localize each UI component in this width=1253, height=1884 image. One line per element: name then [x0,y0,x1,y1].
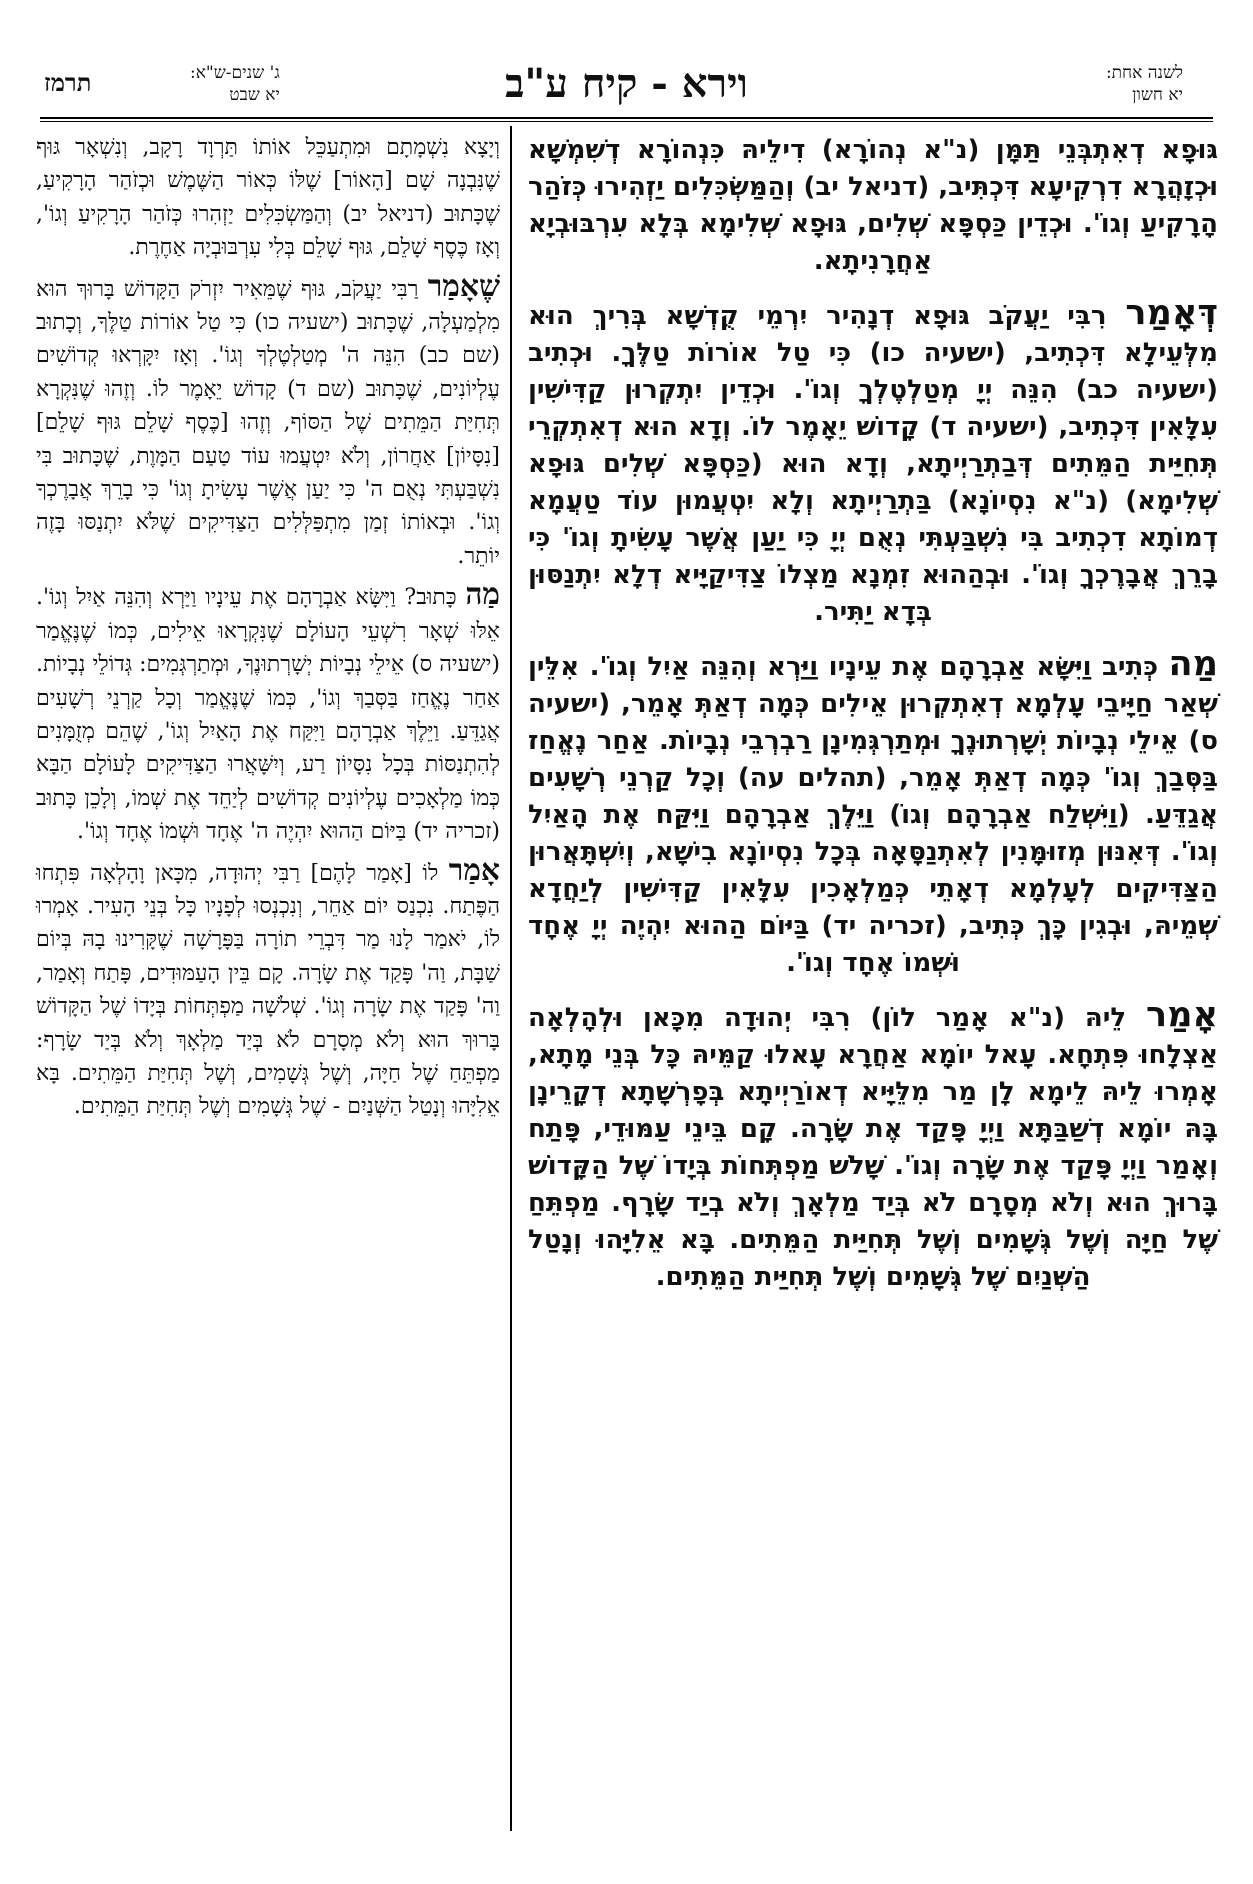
translation-paragraph [36,854,500,1124]
header-rule-thin [40,121,1213,122]
page-title: וירא - קיח ע"ב [505,60,748,107]
paragraph-lead-word: מַה [1168,643,1218,684]
one-year-label: לשנה אחת: [1105,63,1183,83]
page-number: תרמז [44,68,92,97]
paragraph-text: לֵיהּ (נ"א אָמַר לוֹן) רִבִּי יְהוּדָה מִכָּאן וּלְהָלְאָה אַצְלָחוּ פִּתְחָא. עָאל יוֹמָא אַחֲרָא עָאלוּ קַמֵּיהּ כָּל בְּנֵי מָתָא, אָמְרוּ לֵיהּ לֵימָא לָן מַר מִלֵּיָּיא דְאוֹרַיְיתָא בְּפָרְשָׁתָא דְקָרֵינָן בָּהּ יוֹמָא דְשַׁבַּתָּא וַיְיָ פָּקַד אֶת שָׂרָה. קָם בֵּינֵי עַמּוּדֵי, פָּתַח וְאָמַר וַיְיָ פָּקַד אֶת שָׂרָה וְגוֹ'. שָׁלֹשׁ מַפְתְּחוֹת בְּיָדוֹ שֶׁל הַקָּדוֹשׁ בָּרוּךְ הוּא וְלֹא מְסָרָם לֹא בְּיַד מַלְאָךְ וְלֹא בְיַד שָׂרָף. מַפְתֵּחַ שֶׁל חַיָּה וְשֶׁל גְּשָׁמִים וְשֶׁל תְּחִיַּית הַמֵּתִים. בָּא אֵלִיָּהוּ וְנָטַל הַשְּׁנַיִם שֶׁל גְּשָׁמִים וְשֶׁל תְּחִיַּית הַמֵּתִים. [528,1003,1218,1292]
aramaic-paragraph [528,996,1218,1296]
paragraph-lead-word: מַה [465,577,500,613]
page-header [40,60,1213,116]
header-rule [40,117,1213,119]
paragraph-lead-word: דְּאָמַר [1125,292,1218,333]
three-year-label: ג' שנים-ש"א: [190,63,280,83]
paragraph-text: רַבִּי יַעֲקֹב, גּוּף שֶׁמֵּאִיר יִזְרֹק הַקָּדוֹשׁ בָּרוּךְ הוּא מִלְמַעְלָה, שֶׁכָּתוּב (ישעיה כו) כִּי טַל אוֹרוֹת טַלֶּךָ, וְכָתוּב (שם כב) הִנֵּה ה' מְטַלְטֶלְךָ וְגוֹ'. וְאָז יִקָּרְאוּ קְדוֹשִׁים עֶלְיוֹנִים, שֶׁכָּתוּב (שם ד) קָדוֹשׁ יֵאָמֶר לוֹ. וְזֶהוּ שֶׁנִּקְרָא תְּחִיַּת הַמֵּתִים שֶׁל הַסּוֹף, וְזֶהוּ [כֶּסֶף שָׁלֵם גּוּף שָׁלֵם] [נִסָּיוֹן] אַחֲרוֹן, וְלֹא יִטְעֲמוּ עוֹד טַעַם הַמָּוֶת, שֶׁכָּתוּב בִּי נִשְׁבַּעְתִּי נְאֻם ה' כִּי יַעַן אֲשֶׁר עָשִׂיתָ וְגוֹ' כִּי בָרֵךְ אֲבָרֶכְךָ וְגוֹ'. וּבְאוֹתוֹ זְמַן מִתְפַּלְּלִים הַצַּדִּיקִים שֶׁלֹּא יִתְנַסּוּ בָּזֶה יוֹתֵר. [36,276,500,569]
study-schedule-three-year [190,62,280,106]
paragraph-text: גּוּפָא דְאִתְבְּנֵי תַּמָּן (נ"א נְהוֹרָא) דִילֵיהּ כִּנְהוֹרָא דְשִׁמְשָׁא וּכְזָהֲרָא דִרְקִיעָא דִּכְתִּיב, (דניאל יב) וְהַמַּשְׂכִּלִים יַזְהִירוּ כְּזֹהַר הָרָקִיעַ וְגוֹ'. וּכְדֵין כַּסְפָּא שְׁלִים, גּוּפָא שְׁלִימָא בְּלָא עִרְבּוּבְיָא אַחֲרָנִיתָא. [528,135,1218,276]
column-divider [510,126,512,1831]
paragraph-text: כָּתוּב? וַיִּשָּׂא אַבְרָהָם אֶת עֵינָיו וַיַּרְא וְהִנֵּה אַיִל וְגוֹ'. אֵלּוּ שְׁאָר רִשְׁעֵי הָעוֹלָם שֶׁנִּקְרָאוּ אֵילִים, כְּמוֹ שֶׁנֶּאֱמַר (ישעיה ס) אֵילֵי נְבָיוֹת יְשָׁרְתוּנֶךָ, וּמְתַרְגְּמִים: גְּדוֹלֵי נְבָיוֹת. אַחַר נֶאֱחַז בַּסְּבַךְ וְגוֹ', כְּמוֹ שֶׁנֶּאֱמַר וְכָל קַרְנֵי רְשָׁעִים אֲגַדֵּעַ. וַיֵּלֶךְ אַבְרָהָם וַיִּקַּח אֶת הָאַיִל וְגוֹ', שֶׁהֵם מְזֻמָּנִים לְהִתְנַסּוֹת בְּכָל נִסָּיוֹן רַע, וְיִשָּׁאֲרוּ הַצַּדִּיקִים לָעוֹלָם הַבָּא כְּמוֹ מַלְאָכִים עֶלְיוֹנִים קְדוֹשִׁים לְיַחֵד אֶת שְׁמוֹ, וְלָכֵן כָּתוּב (זכריה יד) בַּיּוֹם הַהוּא יִהְיֶה ה' אֶחָד וּשְׁמוֹ אֶחָד וְגוֹ'. [36,585,500,845]
three-year-date: יא שבט [229,85,280,105]
paragraph-lead-word: אָמַר [1145,994,1218,1035]
aramaic-column [528,128,1218,1310]
paragraph-text: רִבִּי יַעֲקֹב גּוּפָא דְנָהִיר יִרְמֵי קֻדְשָׁא בְּרִיךְ הוּא מִלְּעֵילָא דִּכְתִיב, (ישעיה כו) כִּי טַל אוֹרוֹת טַלֶּךָ. וּכְתִיב (ישעיה כב) הִנֵּה יְיָ מְטַלְטֶלְךָ וְגוֹ'. וּכְדֵין יִתְקְרוּן קַדִּישִׁין עִלָּאִין דִּכְתִיב, (ישעיה ד) קָדוֹשׁ יֵאָמֶר לוֹ. וְדָא הוּא דְאִתְקְרֵי תְּחִיַּית הַמֵּתִים דְּבַתְרַיְיתָא, וְדָא הוּא (כַּסְפָּא שְׁלִים גּוּפָא שְׁלִימָא) (נ"א נִסְיוֹנָא) בַּתְרַיְיתָא וְלָא יִטְעֲמוּן עוֹד טַעֲמָא דְמוֹתָא דִכְתִיב בִּי נִשְׁבַּעְתִּי נְאֻם יְיָ כִּי יַעַן אֲשֶׁר עָשִׂיתָ וְגוֹ' כִּי בָרֵךְ אֲבָרֶכְךָ וְגוֹ'. וּבְהַהוּא זִמְנָא מַצְלוֹ צַדִּיקַיָּיא דְלָא יִתְנַסּוּן בְּדָא יַתִּיר. [528,301,1218,627]
aramaic-paragraph [528,128,1218,280]
paragraph-text: וְיָצָא נִשְׁמָתָם וּמִתְעַכֵּל אוֹתוֹ תַּרְוָד רָקָב, וְנִשְׁאָר גּוּף שֶׁנִּבְנָה שָׁם [הָאוֹר] שֶׁלּוֹ כְּאוֹר הַשֶּׁמֶשׁ וּכְזֹהַר הָרָקִיעַ, שֶׁכָּתוּב (דניאל יב) וְהַמַּשְׂכִּלִים יַזְהִרוּ כְּזֹהַר הָרָקִיעַ וְגוֹ', וְאָז כֶּסֶף שָׁלֵם, גּוּף שָׁלֵם בְּלִי עִרְבּוּבְיָה אַחֶרֶת. [36,135,500,261]
paragraph-text: כְּתִיב וַיִּשָּׂא אַבְרָהָם אֶת עֵינָיו וַיַּרְא וְהִנֵּה אַיִל וְגוֹ'. אִלֵּין שְׁאַר חַיָּיבֵי עָלְמָא דְאִתְקְרוּן אֵילִים כְּמָה דְאַתְּ אָמֵר, (ישעיה ס) אֵילֵי נְבָיוֹת יְשָׁרְתוּנֶךָ וּמְתַרְגְּמִינָן רַבְרְבֵי נְבָיוֹת. אַחַר נֶאֱחַז בַּסְּבַךְ וְגוֹ' כְּמָה דְאַתְּ אָמֵר, (תהלים עה) וְכָל קַרְנֵי רְשָׁעִים אֲגַדֵּעַ. (וַיִּשְׁלַח אַבְרָהָם וְגוֹ) וַיֵּלֶךְ אַבְרָהָם וַיִּקַּח אֶת הָאַיִל וְגוֹ'. דְּאִנּוּן מְזוּמָּנִין לְאִתְנַסָּאָה בְּכָל נִסְיוֹנָא בִישָׁא, וְיִשְׁתָּאֲרוּן הַצַּדִּיקִים לְעָלְמָא דְאָתֵי כְּמַלְאָכִין עִלָּאִין קַדִּישִׁין לְיַחֲדָא שְׁמֵיהּ, וּבְגִין כָּךְ כְּתִיב, (זכריה יד) בַּיּוֹם הַהוּא יִהְיֶה יְיָ אֶחָד וּשְׁמוֹ אֶחָד וְגוֹ'. [528,652,1218,978]
one-year-date: יא חשון [1132,85,1183,105]
translation-paragraph [36,128,500,265]
translation-paragraph [36,270,500,574]
paragraph-lead-word: שֶׁאָמַר [427,268,500,304]
aramaic-paragraph [528,645,1218,982]
paragraph-lead-word: אָמַר [448,852,500,888]
hebrew-translation-column [36,128,500,1129]
paragraph-text: לוֹ [אָמַר לָהֶם] רַבִּי יְהוּדָה, מִכָּאן וָהָלְאָה פִּתְחוּ הַפֶּתַח. נִכְנַס יוֹם אַחֵר, וְנִכְנְסוּ לְפָנָיו כָּל בְּנֵי הָעִיר. אָמְרוּ לוֹ, יֹאמַר לָנוּ מַר דִּבְרֵי תוֹרָה בַּפָּרָשָׁה שֶׁקָּרִינוּ בָהּ בְּיוֹם שַׁבָּת, וַה' פָּקַד אֶת שָׂרָה. קָם בֵּין הָעַמּוּדִים, פָּתַח וְאָמַר, וַה' פָּקַד אֶת שָׂרָה וְגוֹ'. שְׁלֹשָׁה מַפְתְּחוֹת בְּיָדוֹ שֶׁל הַקָּדוֹשׁ בָּרוּךְ הוּא וְלֹא מְסָרָם לֹא בְּיַד מַלְאָךְ וְלֹא בְּיַד שָׂרָף: מַפְתֵּחַ שֶׁל חַיָּה, וְשֶׁל גְּשָׁמִים, וְשֶׁל תְּחִיַּת הַמֵּתִים. בָּא אֵלִיָּהוּ וְנָטַל הַשְּׁנַיִם - שֶׁל גְּשָׁמִים וְשֶׁל תְּחִיַּת הַמֵּתִים. [36,860,500,1120]
aramaic-paragraph [528,294,1218,631]
translation-paragraph [36,578,500,848]
